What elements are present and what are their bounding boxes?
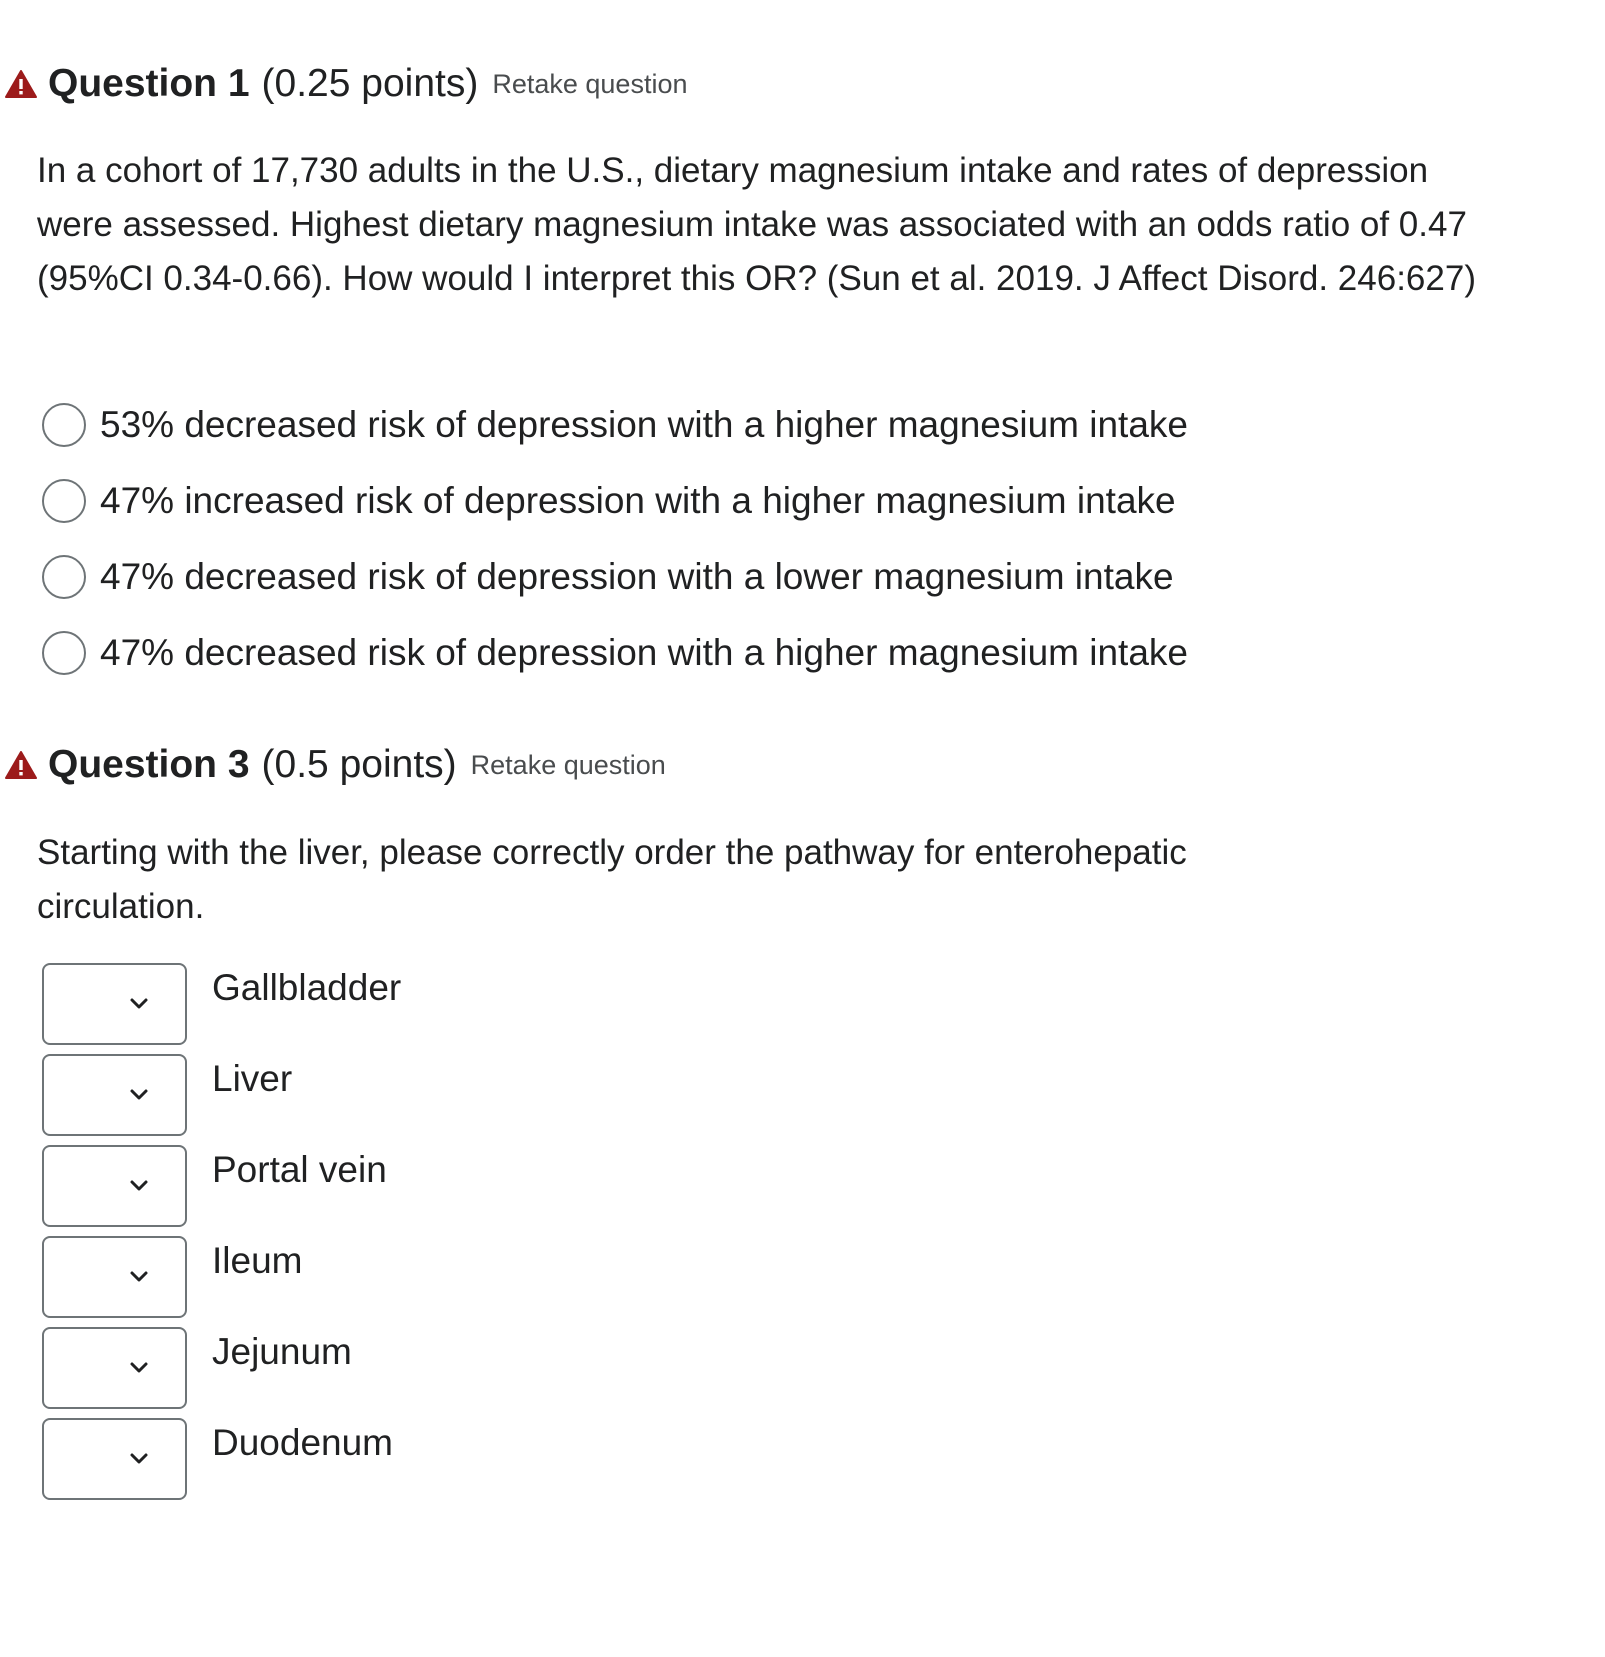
chevron-down-icon [129,1452,149,1466]
order-item-label: Portal vein [212,1149,387,1190]
chevron-down-icon [129,1179,149,1193]
chevron-down-icon [129,1270,149,1284]
order-row-portal-vein [42,1145,387,1227]
question-1-option-4[interactable] [42,631,1188,675]
option-label: 47% decreased risk of depression with a higher magnesium intake [100,632,1188,673]
warning-triangle-icon [4,750,38,780]
order-select[interactable] [42,1145,187,1227]
order-item-label: Gallbladder [212,967,402,1008]
chevron-down-icon [129,997,149,1011]
order-select[interactable] [42,1327,187,1409]
question-3-title: Question 3 [48,743,250,786]
question-1-option-1[interactable] [42,403,1188,447]
radio-button[interactable] [42,479,86,523]
question-1-points: (0.25 points) [261,62,479,105]
order-select[interactable] [42,1054,187,1136]
radio-button[interactable] [42,403,86,447]
order-select[interactable] [42,1236,187,1318]
order-row-liver [42,1054,292,1136]
order-row-duodenum [42,1418,393,1500]
question-3-text: Starting with the liver, please correctly order the pathway for enterohepatic circulation. [37,833,1187,926]
warning-triangle-icon [4,69,38,99]
radio-button[interactable] [42,631,86,675]
order-item-label: Ileum [212,1240,303,1281]
order-select[interactable] [42,1418,187,1500]
order-item-label: Liver [212,1058,293,1099]
question-1-text: In a cohort of 17,730 adults in the U.S., dietary magnesium intake and rates of depression were assessed. Highest dietary magnesium intake was associated with an odds ratio of 0.47 (95%CI 0.34-0.66). How would I interpret this OR? (Sun et al. 2019. J Affect Disord. 246:627) [37,151,1476,298]
option-label: 47% increased risk of depression with a higher magnesium intake [100,480,1176,521]
order-row-ileum [42,1236,302,1318]
question-3-header [4,743,666,787]
chevron-down-icon [129,1088,149,1102]
order-row-jejunum [42,1327,352,1409]
question-1-header [4,62,687,106]
option-label: 53% decreased risk of depression with a higher magnesium intake [100,404,1188,445]
question-3-points: (0.5 points) [261,743,457,786]
option-label: 47% decreased risk of depression with a lower magnesium intake [100,556,1174,597]
question-1-title: Question 1 [48,62,250,105]
question-3-retake-link[interactable]: Retake question [470,749,666,780]
question-1-option-2[interactable] [42,479,1176,523]
order-select[interactable] [42,963,187,1045]
question-1-option-3[interactable] [42,555,1174,599]
question-1-retake-link[interactable]: Retake question [492,68,688,99]
radio-button[interactable] [42,555,86,599]
order-item-label: Duodenum [212,1422,394,1463]
order-row-gallbladder [42,963,401,1045]
order-item-label: Jejunum [212,1331,352,1372]
chevron-down-icon [129,1361,149,1375]
